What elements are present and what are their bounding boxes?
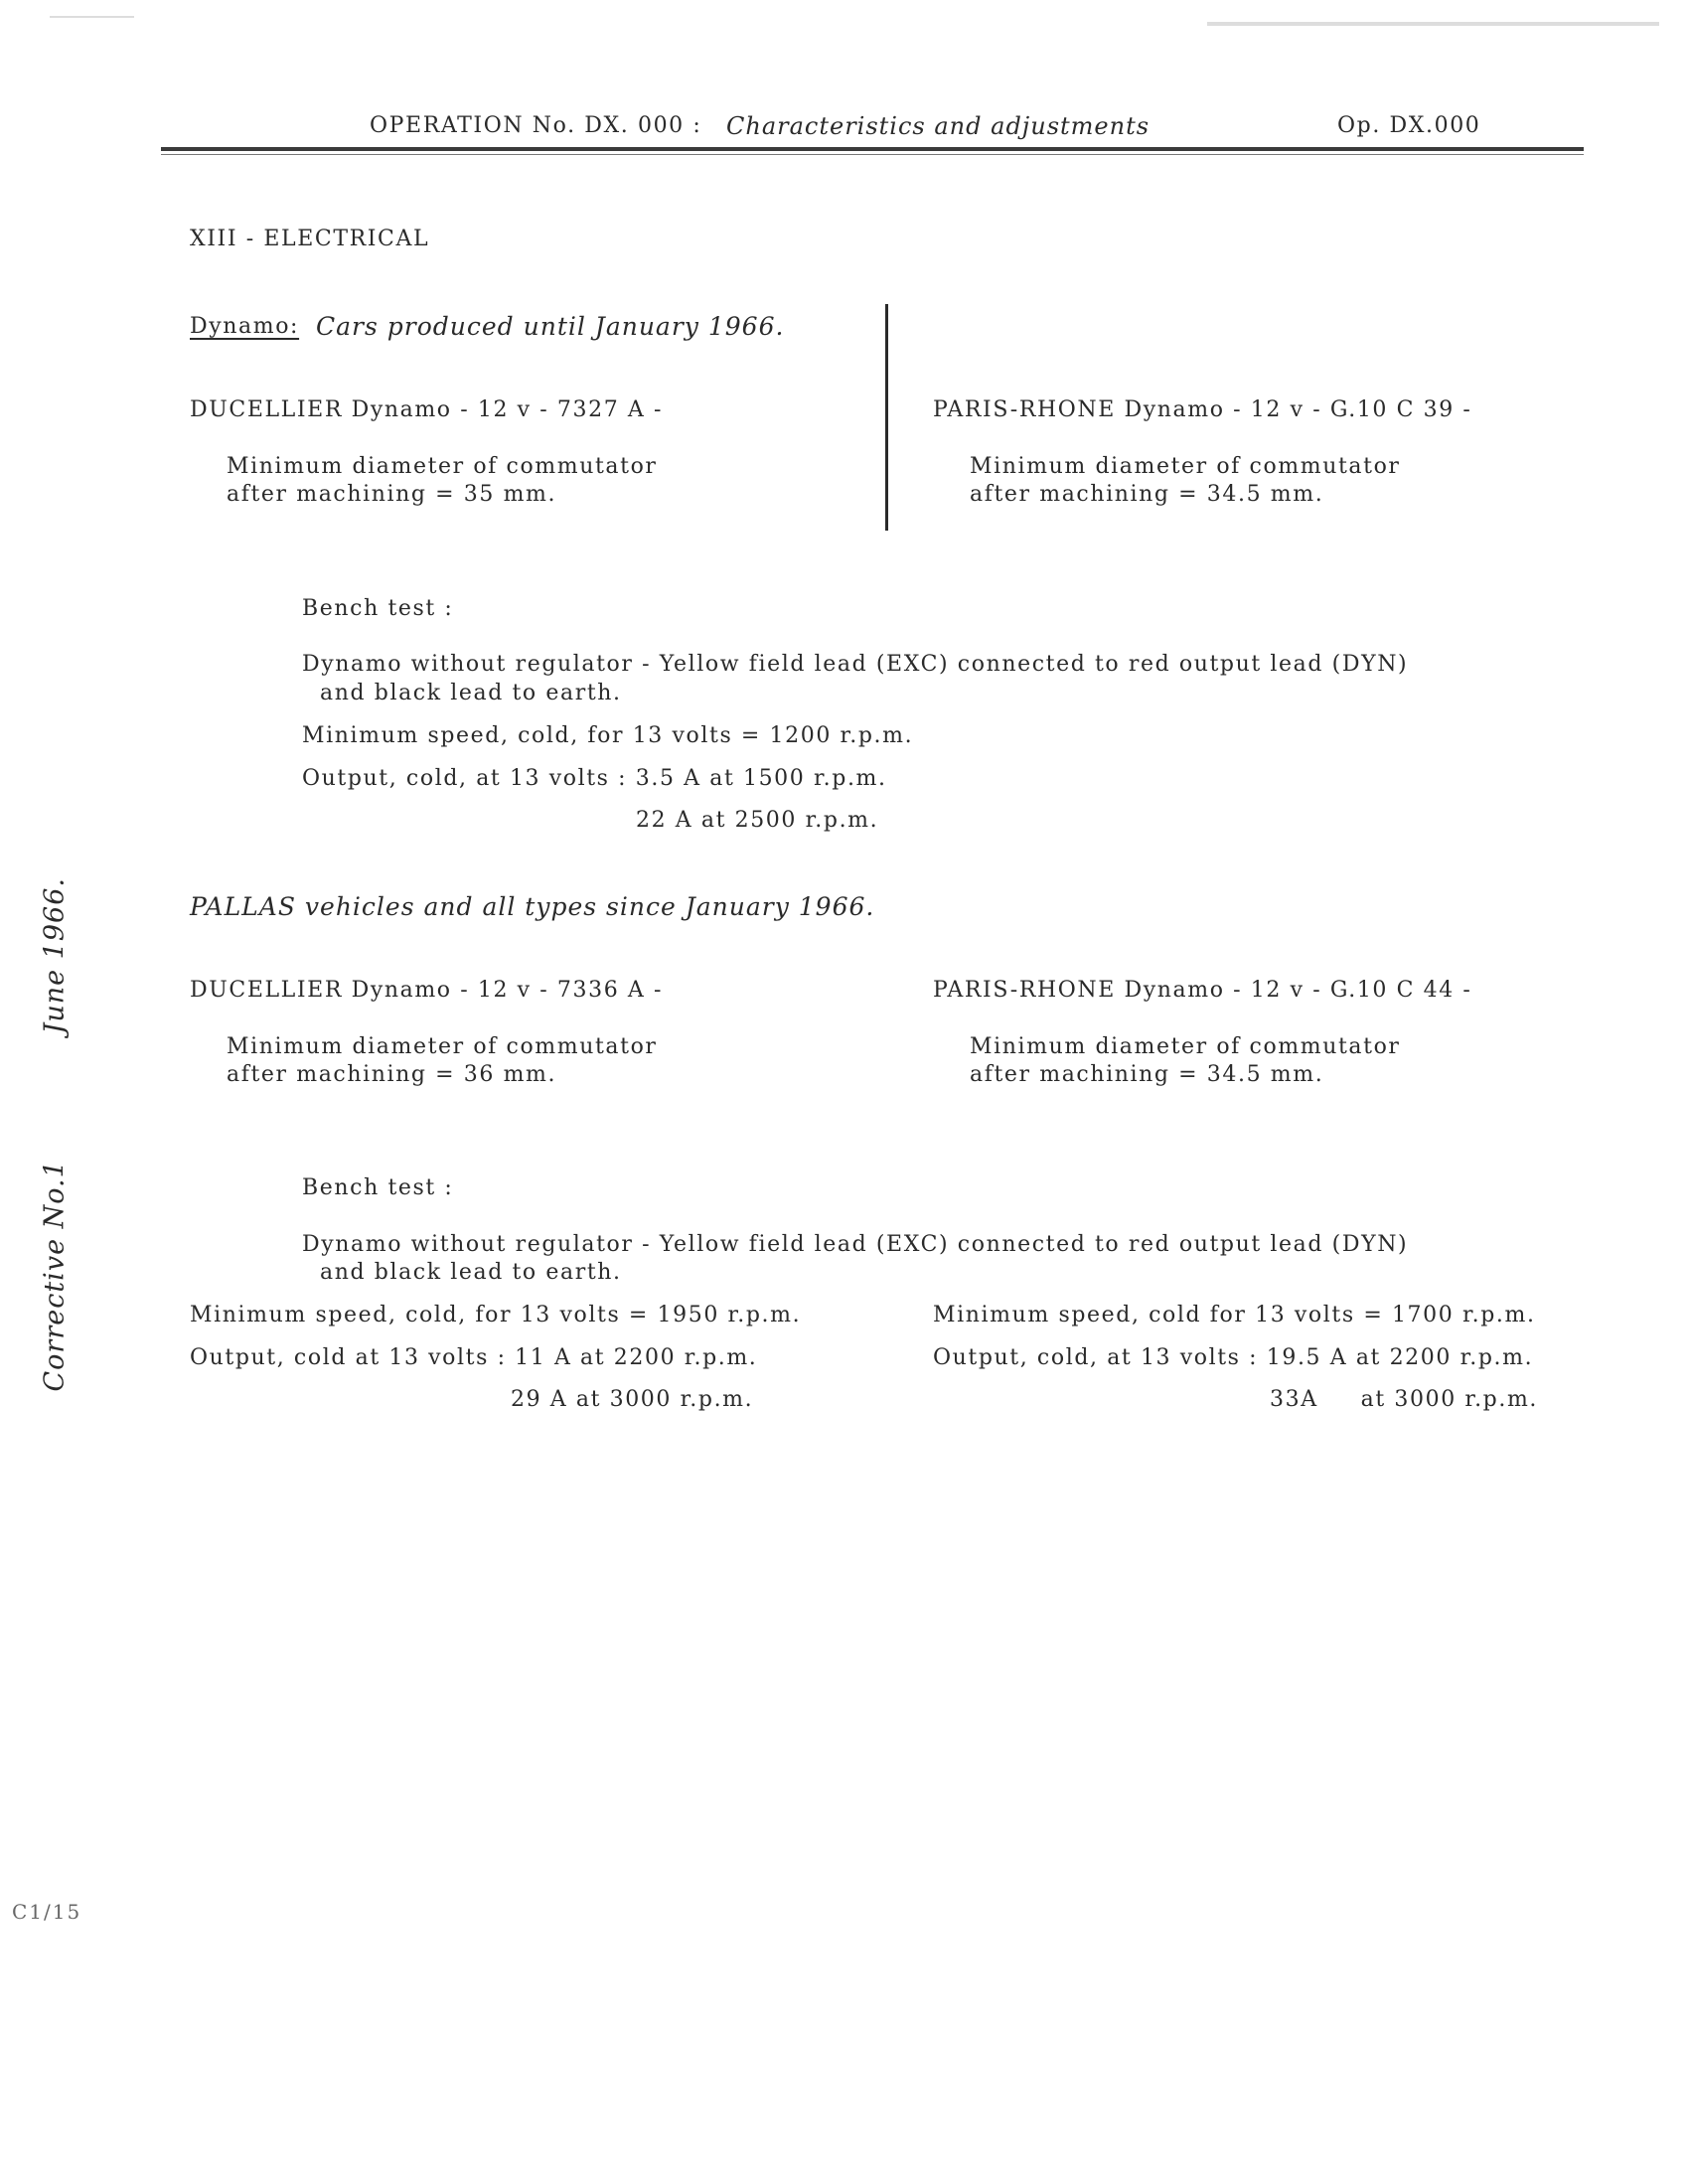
bench2-right-output-line2: 33A at 3000 r.p.m. bbox=[1270, 1387, 1539, 1412]
left2-spec-line2: after machining = 36 mm. bbox=[227, 1062, 557, 1087]
header-rule-thick bbox=[161, 147, 1584, 151]
header-code: Op. DX.000 bbox=[1337, 113, 1481, 138]
left2-dynamo-name: DUCELLIER Dynamo - 12 v - 7336 A - bbox=[190, 978, 664, 1003]
bench1-output-line2: 22 A at 2500 r.p.m. bbox=[636, 808, 879, 833]
bench2-right-output-line1: Output, cold, at 13 volts : 19.5 A at 2200 r.p.m. bbox=[933, 1345, 1534, 1370]
footer-page-code: C1/15 bbox=[12, 1900, 82, 1924]
margin-date: June 1966. bbox=[39, 877, 71, 1034]
left1-spec-line1: Minimum diameter of commutator bbox=[227, 454, 658, 479]
dynamo-label: Dynamo: bbox=[190, 314, 300, 339]
left1-dynamo-name: DUCELLIER Dynamo - 12 v - 7327 A - bbox=[190, 397, 664, 422]
right2-spec-line2: after machining = 34.5 mm. bbox=[970, 1062, 1324, 1087]
right1-spec-line1: Minimum diameter of commutator bbox=[970, 454, 1401, 479]
bench1-desc-line1: Dynamo without regulator - Yellow field lead (EXC) connected to red output lead (DYN) bbox=[302, 652, 1409, 677]
right1-spec-line2: after machining = 34.5 mm. bbox=[970, 482, 1324, 507]
bench1-min-speed: Minimum speed, cold, for 13 volts = 1200 r.p.m. bbox=[302, 723, 914, 748]
margin-corrective: Corrective No.1 bbox=[39, 1160, 71, 1392]
bench2-label: Bench test : bbox=[302, 1175, 454, 1200]
left2-spec-line1: Minimum diameter of commutator bbox=[227, 1034, 658, 1059]
bench2-left-output-line2: 29 A at 3000 r.p.m. bbox=[511, 1387, 754, 1412]
header-operation: OPERATION No. DX. 000 : bbox=[370, 113, 702, 138]
header-rule-thin bbox=[161, 154, 1584, 155]
bench2-left-output-line1: Output, cold at 13 volts : 11 A at 2200 r.p.m. bbox=[190, 1345, 758, 1370]
scan-smudge-top-right bbox=[1207, 22, 1659, 26]
left1-spec-line2: after machining = 35 mm. bbox=[227, 482, 557, 507]
bench2-desc-line2: and black lead to earth. bbox=[320, 1260, 622, 1285]
bench1-desc-line2: and black lead to earth. bbox=[320, 681, 622, 705]
bench2-desc-line1: Dynamo without regulator - Yellow field lead (EXC) connected to red output lead (DYN) bbox=[302, 1232, 1409, 1257]
right2-dynamo-name: PARIS-RHONE Dynamo - 12 v - G.10 C 44 - bbox=[933, 978, 1472, 1003]
right1-dynamo-name: PARIS-RHONE Dynamo - 12 v - G.10 C 39 - bbox=[933, 397, 1472, 422]
scan-smudge-top-left bbox=[50, 16, 134, 18]
column-divider bbox=[885, 304, 888, 531]
section-title: XIII - ELECTRICAL bbox=[190, 227, 430, 251]
period-2-heading: PALLAS vehicles and all types since January 1966. bbox=[190, 892, 875, 921]
header-title: Characteristics and adjustments bbox=[726, 112, 1151, 140]
bench1-label: Bench test : bbox=[302, 596, 454, 621]
right2-spec-line1: Minimum diameter of commutator bbox=[970, 1034, 1401, 1059]
bench1-output-line1: Output, cold, at 13 volts : 3.5 A at 1500 r.p.m. bbox=[302, 766, 887, 791]
bench2-right-min-speed: Minimum speed, cold for 13 volts = 1700 r.p.m. bbox=[933, 1303, 1536, 1327]
bench2-left-min-speed: Minimum speed, cold, for 13 volts = 1950 r.p.m. bbox=[190, 1303, 802, 1327]
period-1-heading: Cars produced until January 1966. bbox=[316, 312, 785, 341]
